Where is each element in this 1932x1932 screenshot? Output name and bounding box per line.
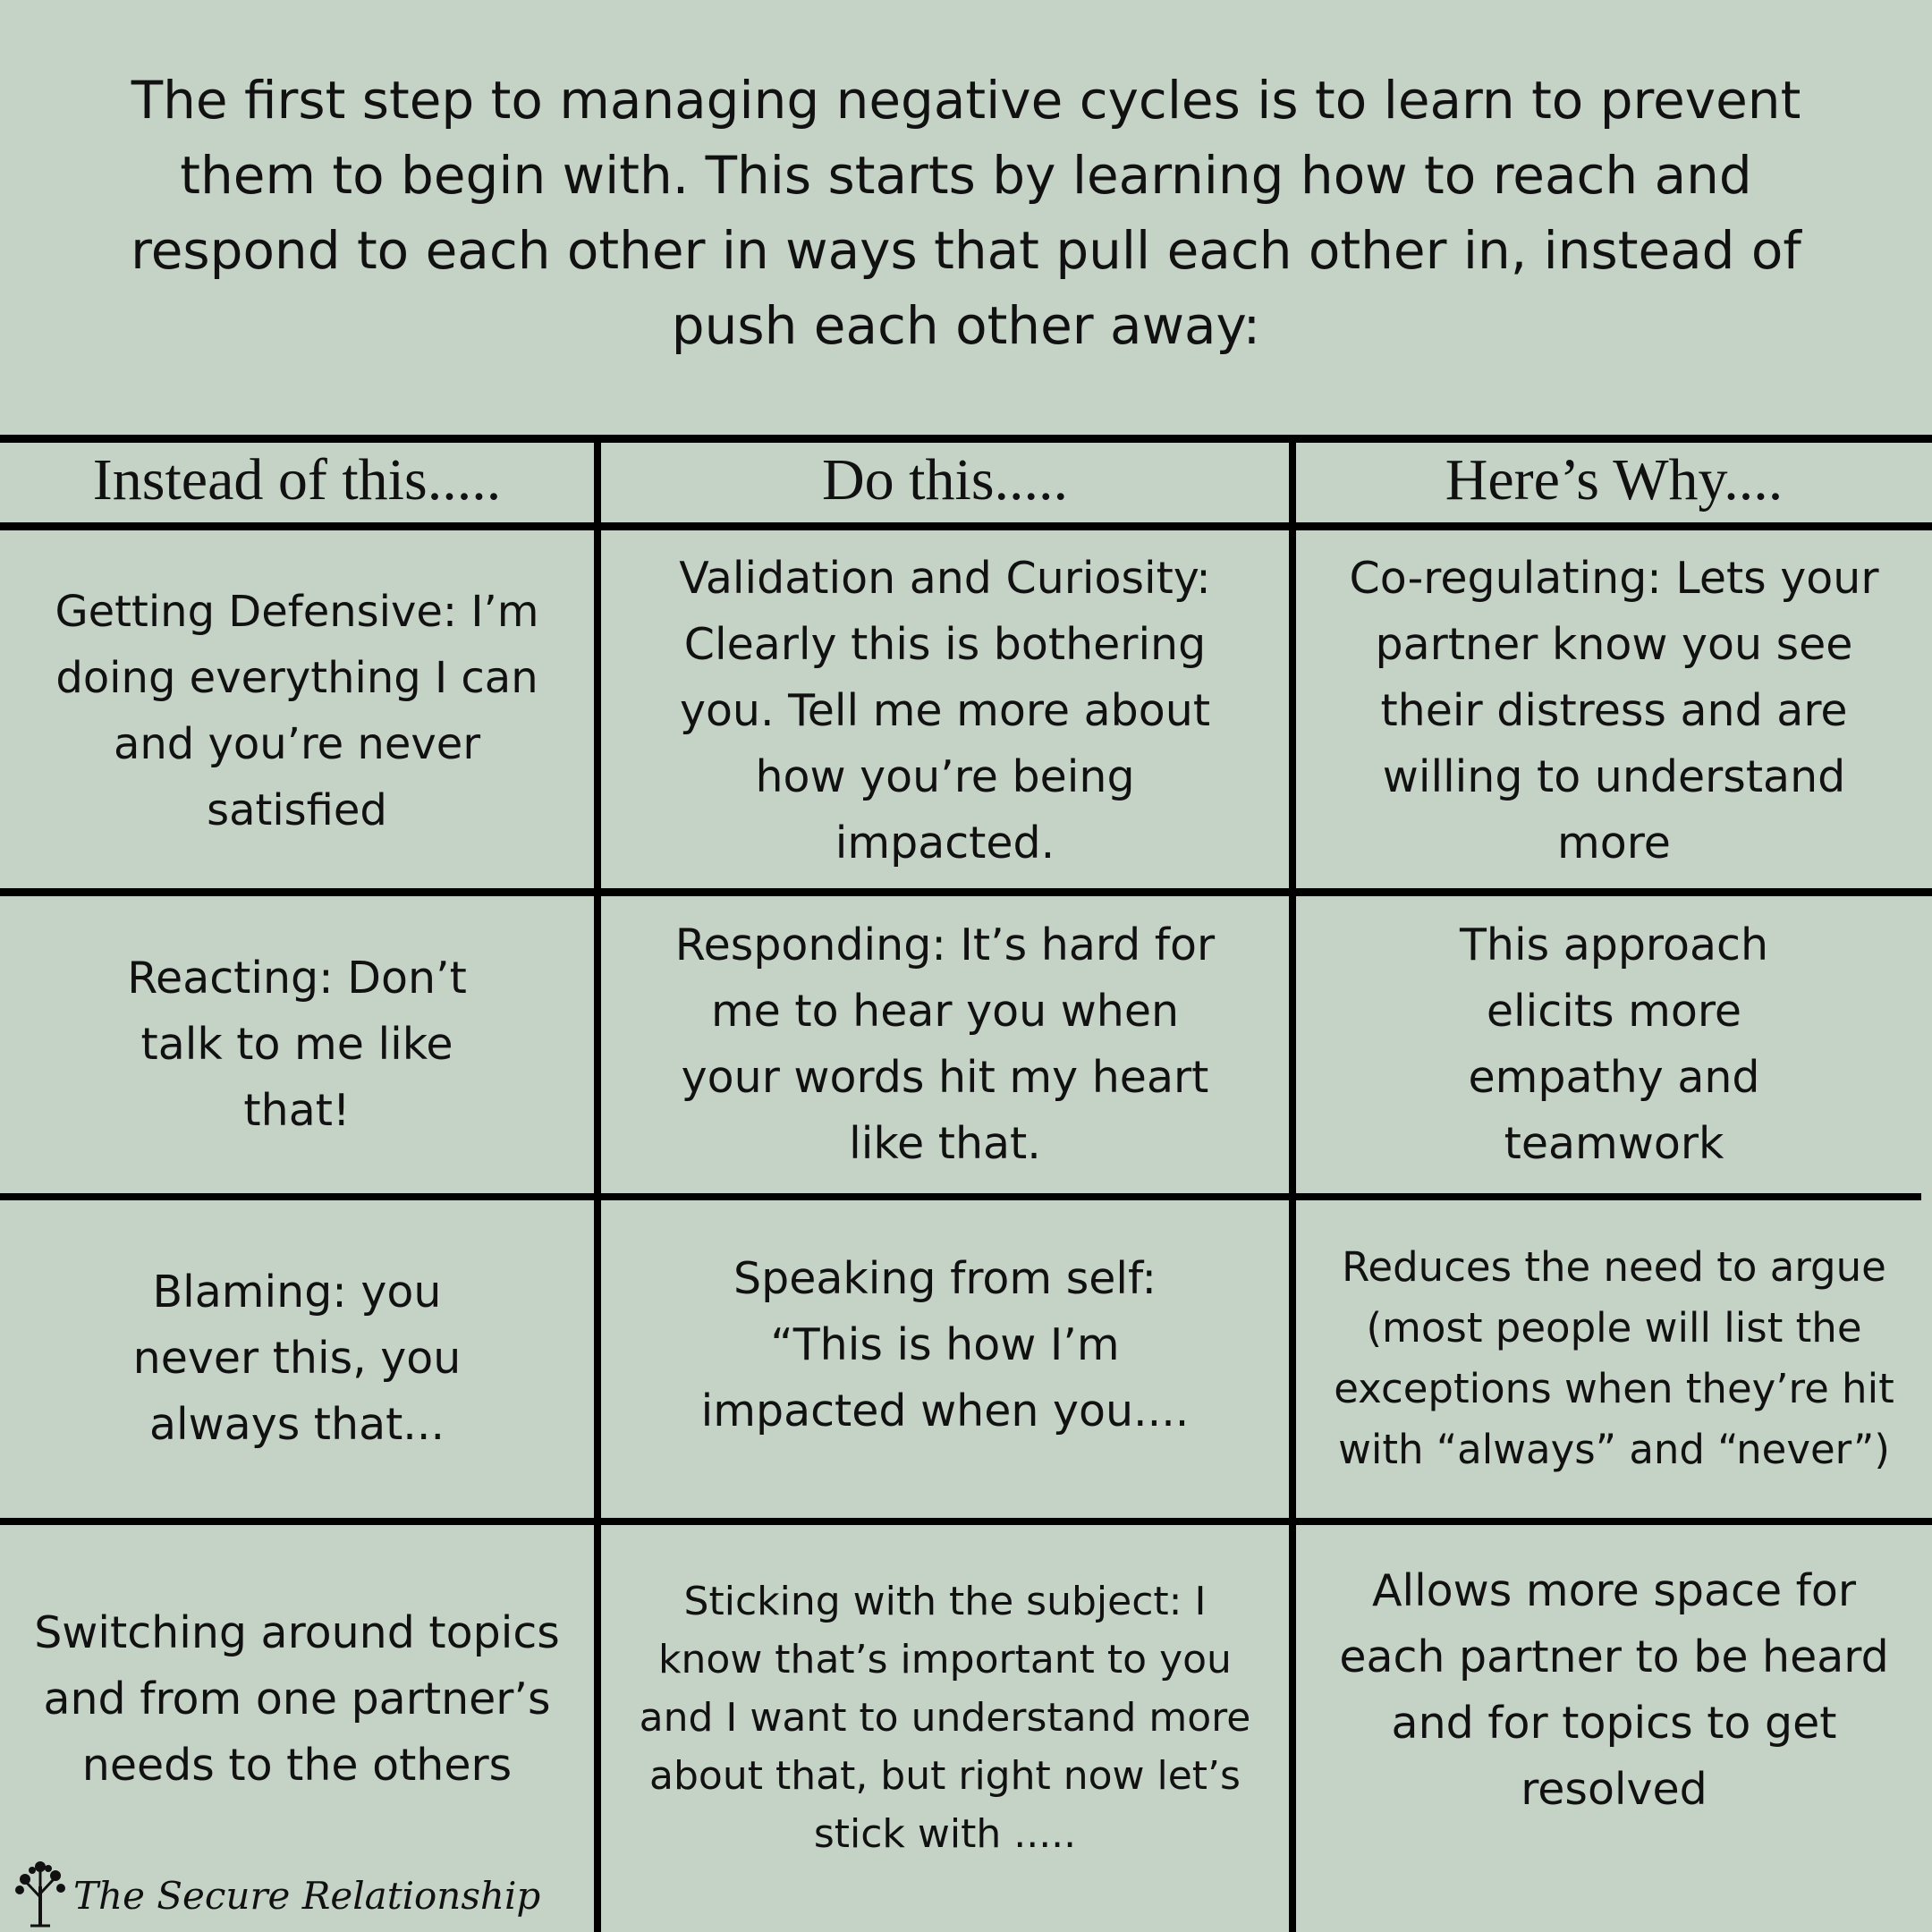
row4-why: Allows more space for each partner to be heard and for topics to get resolved bbox=[1339, 1565, 1889, 1815]
row1-instead: Getting Defensive: I’m doing everything I can and you’re never satisfied bbox=[55, 587, 539, 835]
header-why: Here’s Why.... bbox=[1445, 447, 1784, 513]
column-divider-1 bbox=[594, 435, 601, 1932]
row2-why: This approach elicits more empathy and teamwork bbox=[1459, 919, 1768, 1169]
row3-do: Speaking from self: “This is how I’m impacted when you.... bbox=[700, 1253, 1190, 1436]
brand-name: The Secure Relationship bbox=[73, 1873, 541, 1918]
row3-why: Reduces the need to argue (most people will list the exceptions when they’re hit with “always” and “never”) bbox=[1334, 1243, 1894, 1473]
row3-instead: Blaming: you never this, you always that... bbox=[132, 1267, 462, 1450]
brand-logo bbox=[13, 1864, 540, 1927]
column-divider-2 bbox=[1289, 435, 1296, 1932]
row1-do: Validation and Curiosity: Clearly this is bothering you. Tell me more about how you’re being impacted. bbox=[679, 553, 1211, 869]
row1-why: Co-regulating: Lets your partner know you see their distress and are willing to understand more bbox=[1349, 553, 1879, 869]
row1-bottom-border bbox=[0, 888, 1932, 896]
header-instead: Instead of this..... bbox=[92, 447, 502, 513]
row2-bottom-border bbox=[0, 1193, 1921, 1200]
row4-do: Sticking with the subject: I know that’s important to you and I want to understand more about that, but right now let’s stick with ..... bbox=[639, 1578, 1251, 1857]
row4-instead: Switching around topics and from one partner’s needs to the others bbox=[34, 1607, 560, 1791]
row3-bottom-border bbox=[0, 1518, 1932, 1525]
row2-do: Responding: It’s hard for me to hear you when your words hit my heart like that. bbox=[674, 919, 1216, 1169]
tree-icon bbox=[13, 1860, 68, 1931]
intro-text: The first step to managing negative cycles is to learn to prevent them to begin with. This starts by learning how to reach and respond to each other in ways that pull each other in, instead of push each other away: bbox=[131, 70, 1801, 356]
row2-instead: Reacting: Don’t talk to me like that! bbox=[127, 953, 467, 1136]
header-do: Do this..... bbox=[821, 447, 1069, 513]
header-bottom-border bbox=[0, 522, 1932, 530]
